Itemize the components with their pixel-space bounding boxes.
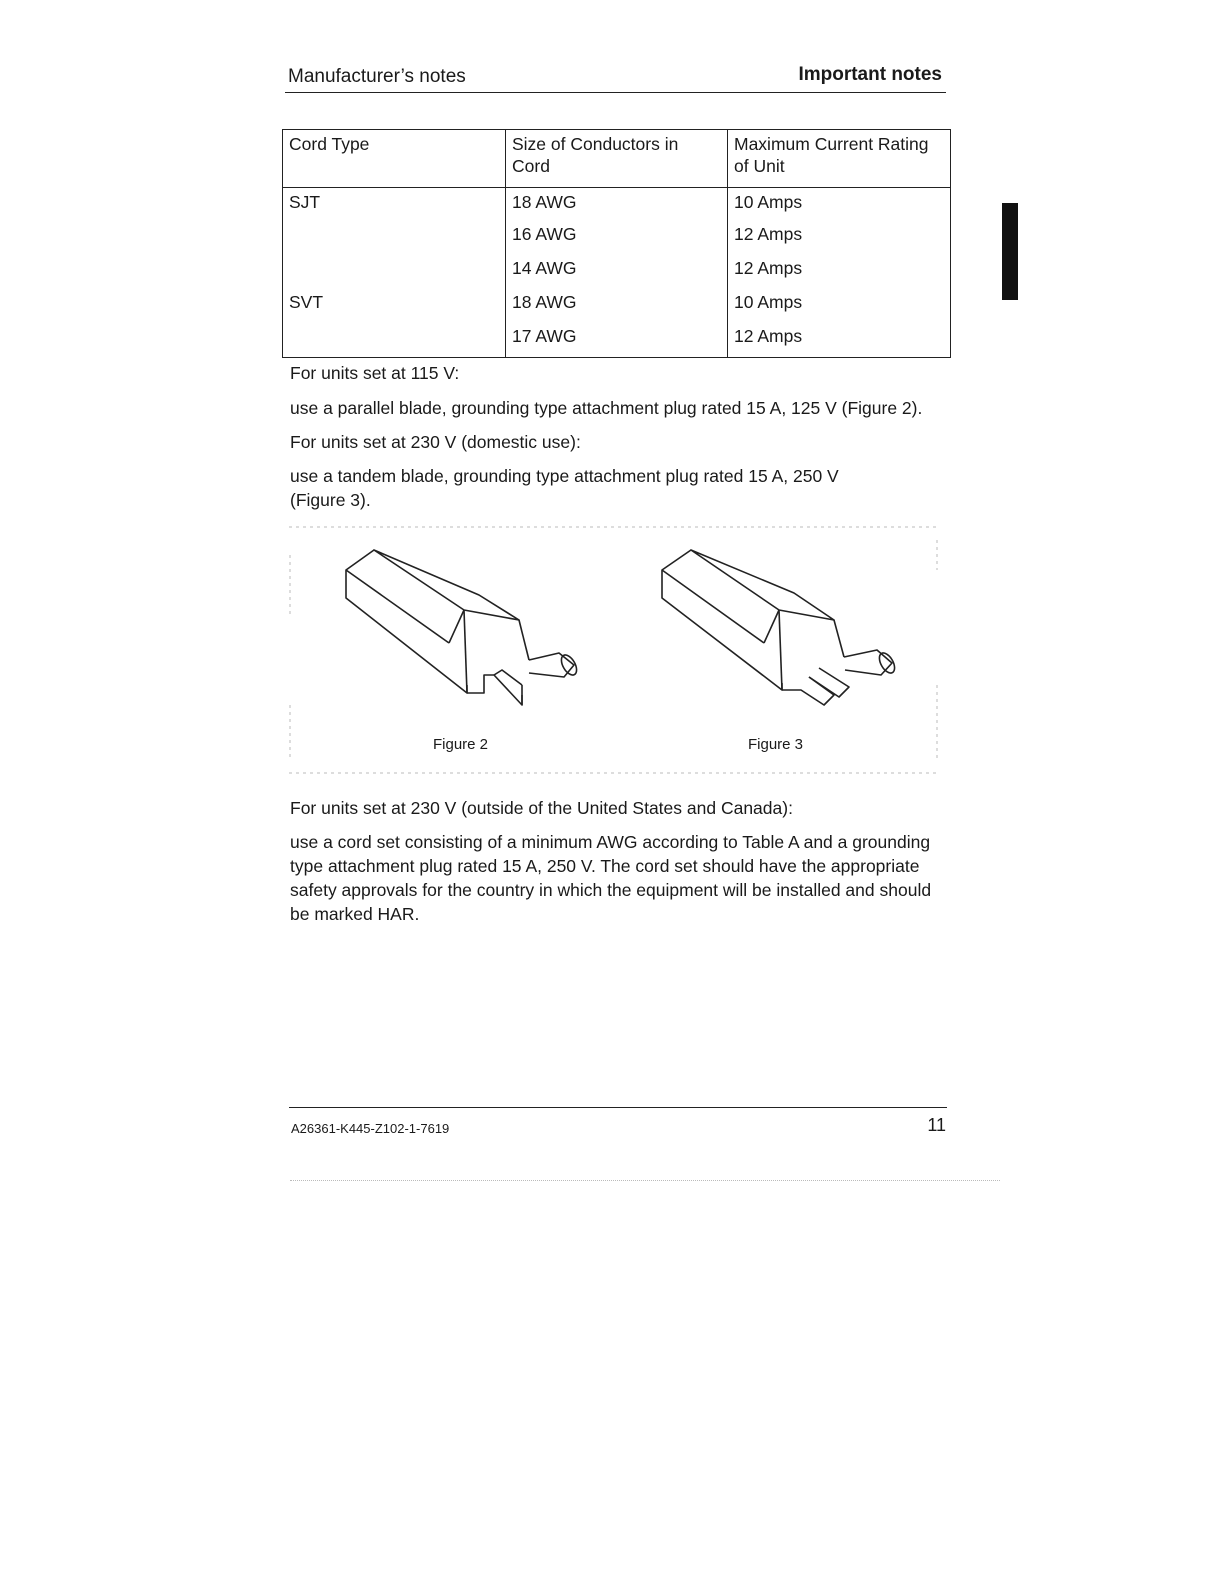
footer-divider <box>289 1107 947 1108</box>
cell-cord-type: SJT <box>283 188 506 222</box>
cell-current-rating: 12 Amps <box>734 223 803 244</box>
paragraph-230v-domestic-heading: For units set at 230 V (domestic use): <box>290 432 581 452</box>
paragraph-115v-instruction: use a parallel blade, grounding type attachment plug rated 15 A, 125 V (Figure 2). <box>290 398 923 418</box>
cell-cord-type <box>283 222 506 256</box>
paragraph-230v-domestic-instruction: use a tandem blade, grounding type attachment plug rated 15 A, 250 V (Figure 3). <box>290 466 839 510</box>
cell-cord-type <box>283 324 506 358</box>
page-number: 11 <box>927 1115 946 1135</box>
table-row <box>283 290 951 324</box>
cord-type-table <box>282 129 951 358</box>
cell-current-rating: 12 Amps <box>734 325 803 346</box>
cell-cord-type <box>283 256 506 290</box>
scan-artifact-line <box>290 1180 1000 1181</box>
column-header-cord-type: Cord Type <box>283 130 506 188</box>
paragraph-230v-international-heading: For units set at 230 V (outside of the United States and Canada): <box>290 798 793 818</box>
cell-conductor-size: 16 AWG <box>506 222 728 256</box>
cell-current-rating: 12 Amps <box>734 257 803 278</box>
cell-conductor-size: 18 AWG <box>506 188 728 222</box>
header-chapter-title: Important notes <box>798 64 942 85</box>
paragraph-230v-international-instruction: use a cord set consisting of a minimum AWG according to Table A and a grounding type attachment plug rated 15 A, 250 V. The cord set should have the appropriate safety approvals for the country in which the equipment will be installed and should be marked HAR. <box>290 832 932 924</box>
table-row <box>283 256 951 290</box>
plug-figures <box>289 525 939 775</box>
cell-conductor-size: 14 AWG <box>506 256 728 290</box>
paragraph-115v-heading: For units set at 115 V: <box>290 363 460 383</box>
figure-2-plug-illustration <box>346 550 580 705</box>
cell-conductor-size: 18 AWG <box>506 290 728 324</box>
table-row <box>283 188 951 222</box>
table-header-row <box>283 130 951 188</box>
header-section-title: Manufacturer’s notes <box>288 66 466 87</box>
figure-3-caption: Figure 3 <box>748 736 804 753</box>
cell-current-rating: 10 Amps <box>734 291 803 312</box>
column-header-conductor-size: Size of Conductors in Cord <box>506 130 728 188</box>
document-code: A26361-K445-Z102-1-7619 <box>291 1121 450 1136</box>
header-divider <box>285 92 946 93</box>
column-header-current-rating: Maximum Current Rating of Unit <box>728 130 951 188</box>
figure-3-plug-illustration <box>662 550 898 705</box>
table-row <box>283 324 951 358</box>
figure-2-caption: Figure 2 <box>433 736 489 753</box>
cell-cord-type: SVT <box>283 290 506 324</box>
cell-current-rating: 10 Amps <box>734 192 803 212</box>
thumb-index-tab <box>1002 203 1018 300</box>
table-row <box>283 222 951 256</box>
plug-illustrations <box>289 525 939 775</box>
cell-conductor-size: 17 AWG <box>506 324 728 358</box>
